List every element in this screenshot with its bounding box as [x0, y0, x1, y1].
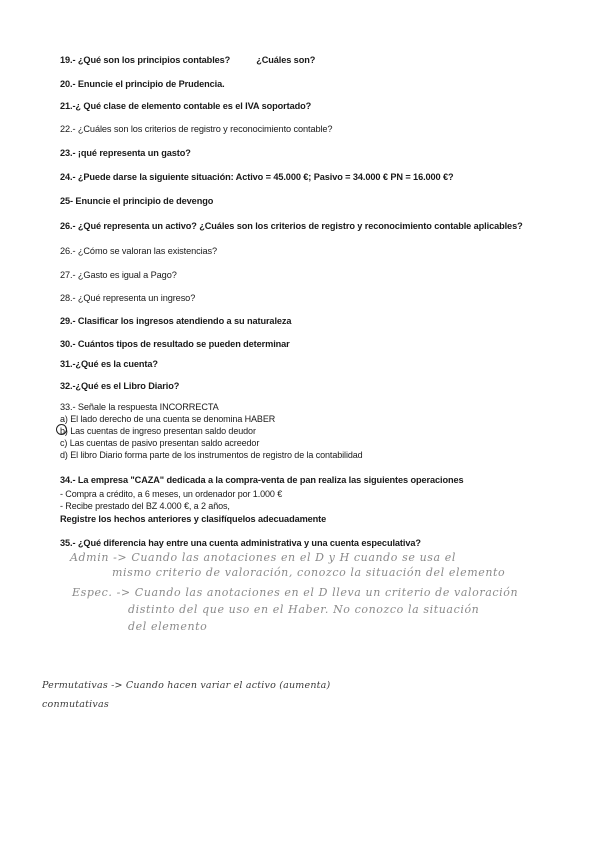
question-32: 32.-¿Qué es el Libro Diario?: [60, 381, 180, 391]
question-21: 21.-¿ Qué clase de elemento contable es el IVA soportado?: [60, 101, 312, 111]
handwritten-espec-line-3: del elemento: [128, 620, 208, 633]
question-33-option-b: b) Las cuentas de ingreso presentan saldo deudor: [60, 426, 256, 436]
question-33-option-c: c) Las cuentas de pasivo presentan saldo acreedor: [60, 438, 260, 448]
question-23: 23.- ¡qué representa un gasto?: [60, 148, 191, 158]
question-19: [60, 55, 315, 65]
question-28: 28.- ¿Qué representa un ingreso?: [60, 293, 196, 303]
question-31: 31.-¿Qué es la cuenta?: [60, 359, 158, 369]
handwritten-admin-line-2: mismo criterio de valoración, conozco la situación del elemento: [112, 566, 506, 579]
question-19-followup: ¿Cuáles son?: [256, 55, 316, 65]
handwritten-espec-line-1: Espec. -> Cuando las anotaciones en el D lleva un criterio de valoración: [72, 586, 519, 599]
question-19-text: 19.- ¿Qué son los principios contables?: [60, 55, 231, 65]
question-25: 25- Enuncie el principio de devengo: [60, 196, 214, 206]
question-30: 30.- Cuántos tipos de resultado se pueden determinar: [60, 339, 290, 349]
question-33-option-a: a) El lado derecho de una cuenta se denomina HABER: [60, 414, 276, 424]
question-34-line-1: - Compra a crédito, a 6 meses, un ordenador por 1.000 €: [60, 489, 283, 499]
handwritten-note-line-1: Permutativas -> Cuando hacen variar el activo (aumenta): [42, 680, 331, 691]
question-34-line-3: Registre los hechos anteriores y clasifíquelos adecuadamente: [60, 514, 327, 524]
handwritten-espec-line-2: distinto del que uso en el Haber. No conozco la situación: [128, 603, 480, 616]
question-22: 22.- ¿Cuáles son los criterios de registro y reconocimiento contable?: [60, 124, 333, 134]
question-20: 20.- Enuncie el principio de Prudencia.: [60, 79, 225, 89]
question-24: 24.- ¿Puede darse la siguiente situación: Activo = 45.000 €; Pasivo = 34.000 € PN = 16.000 €?: [60, 172, 454, 182]
question-33: 33.- Señale la respuesta INCORRECTA: [60, 402, 219, 412]
handwritten-admin-line-1: Admin -> Cuando las anotaciones en el D y H cuando se usa el: [70, 551, 456, 564]
question-34: 34.- La empresa "CAZA" dedicada a la compra-venta de pan realiza las siguientes operaciones: [60, 475, 464, 485]
question-27: 27.- ¿Gasto es igual a Pago?: [60, 270, 177, 280]
handwritten-note-line-2: conmutativas: [42, 699, 109, 710]
question-34-line-2: - Recibe prestado del BZ 4.000 €, a 2 años,: [60, 501, 230, 511]
question-35: 35.- ¿Qué diferencia hay entre una cuenta administrativa y una cuenta especulativa?: [60, 538, 421, 548]
question-29: 29.- Clasificar los ingresos atendiendo a su naturaleza: [60, 316, 292, 326]
question-26: 26.- ¿Qué representa un activo? ¿Cuáles son los criterios de registro y reconocimiento contable aplicables?: [60, 221, 523, 231]
question-33-option-d: d) El libro Diario forma parte de los instrumentos de registro de la contabilidad: [60, 450, 363, 460]
question-26-existencias: 26.- ¿Cómo se valoran las existencias?: [60, 246, 218, 256]
